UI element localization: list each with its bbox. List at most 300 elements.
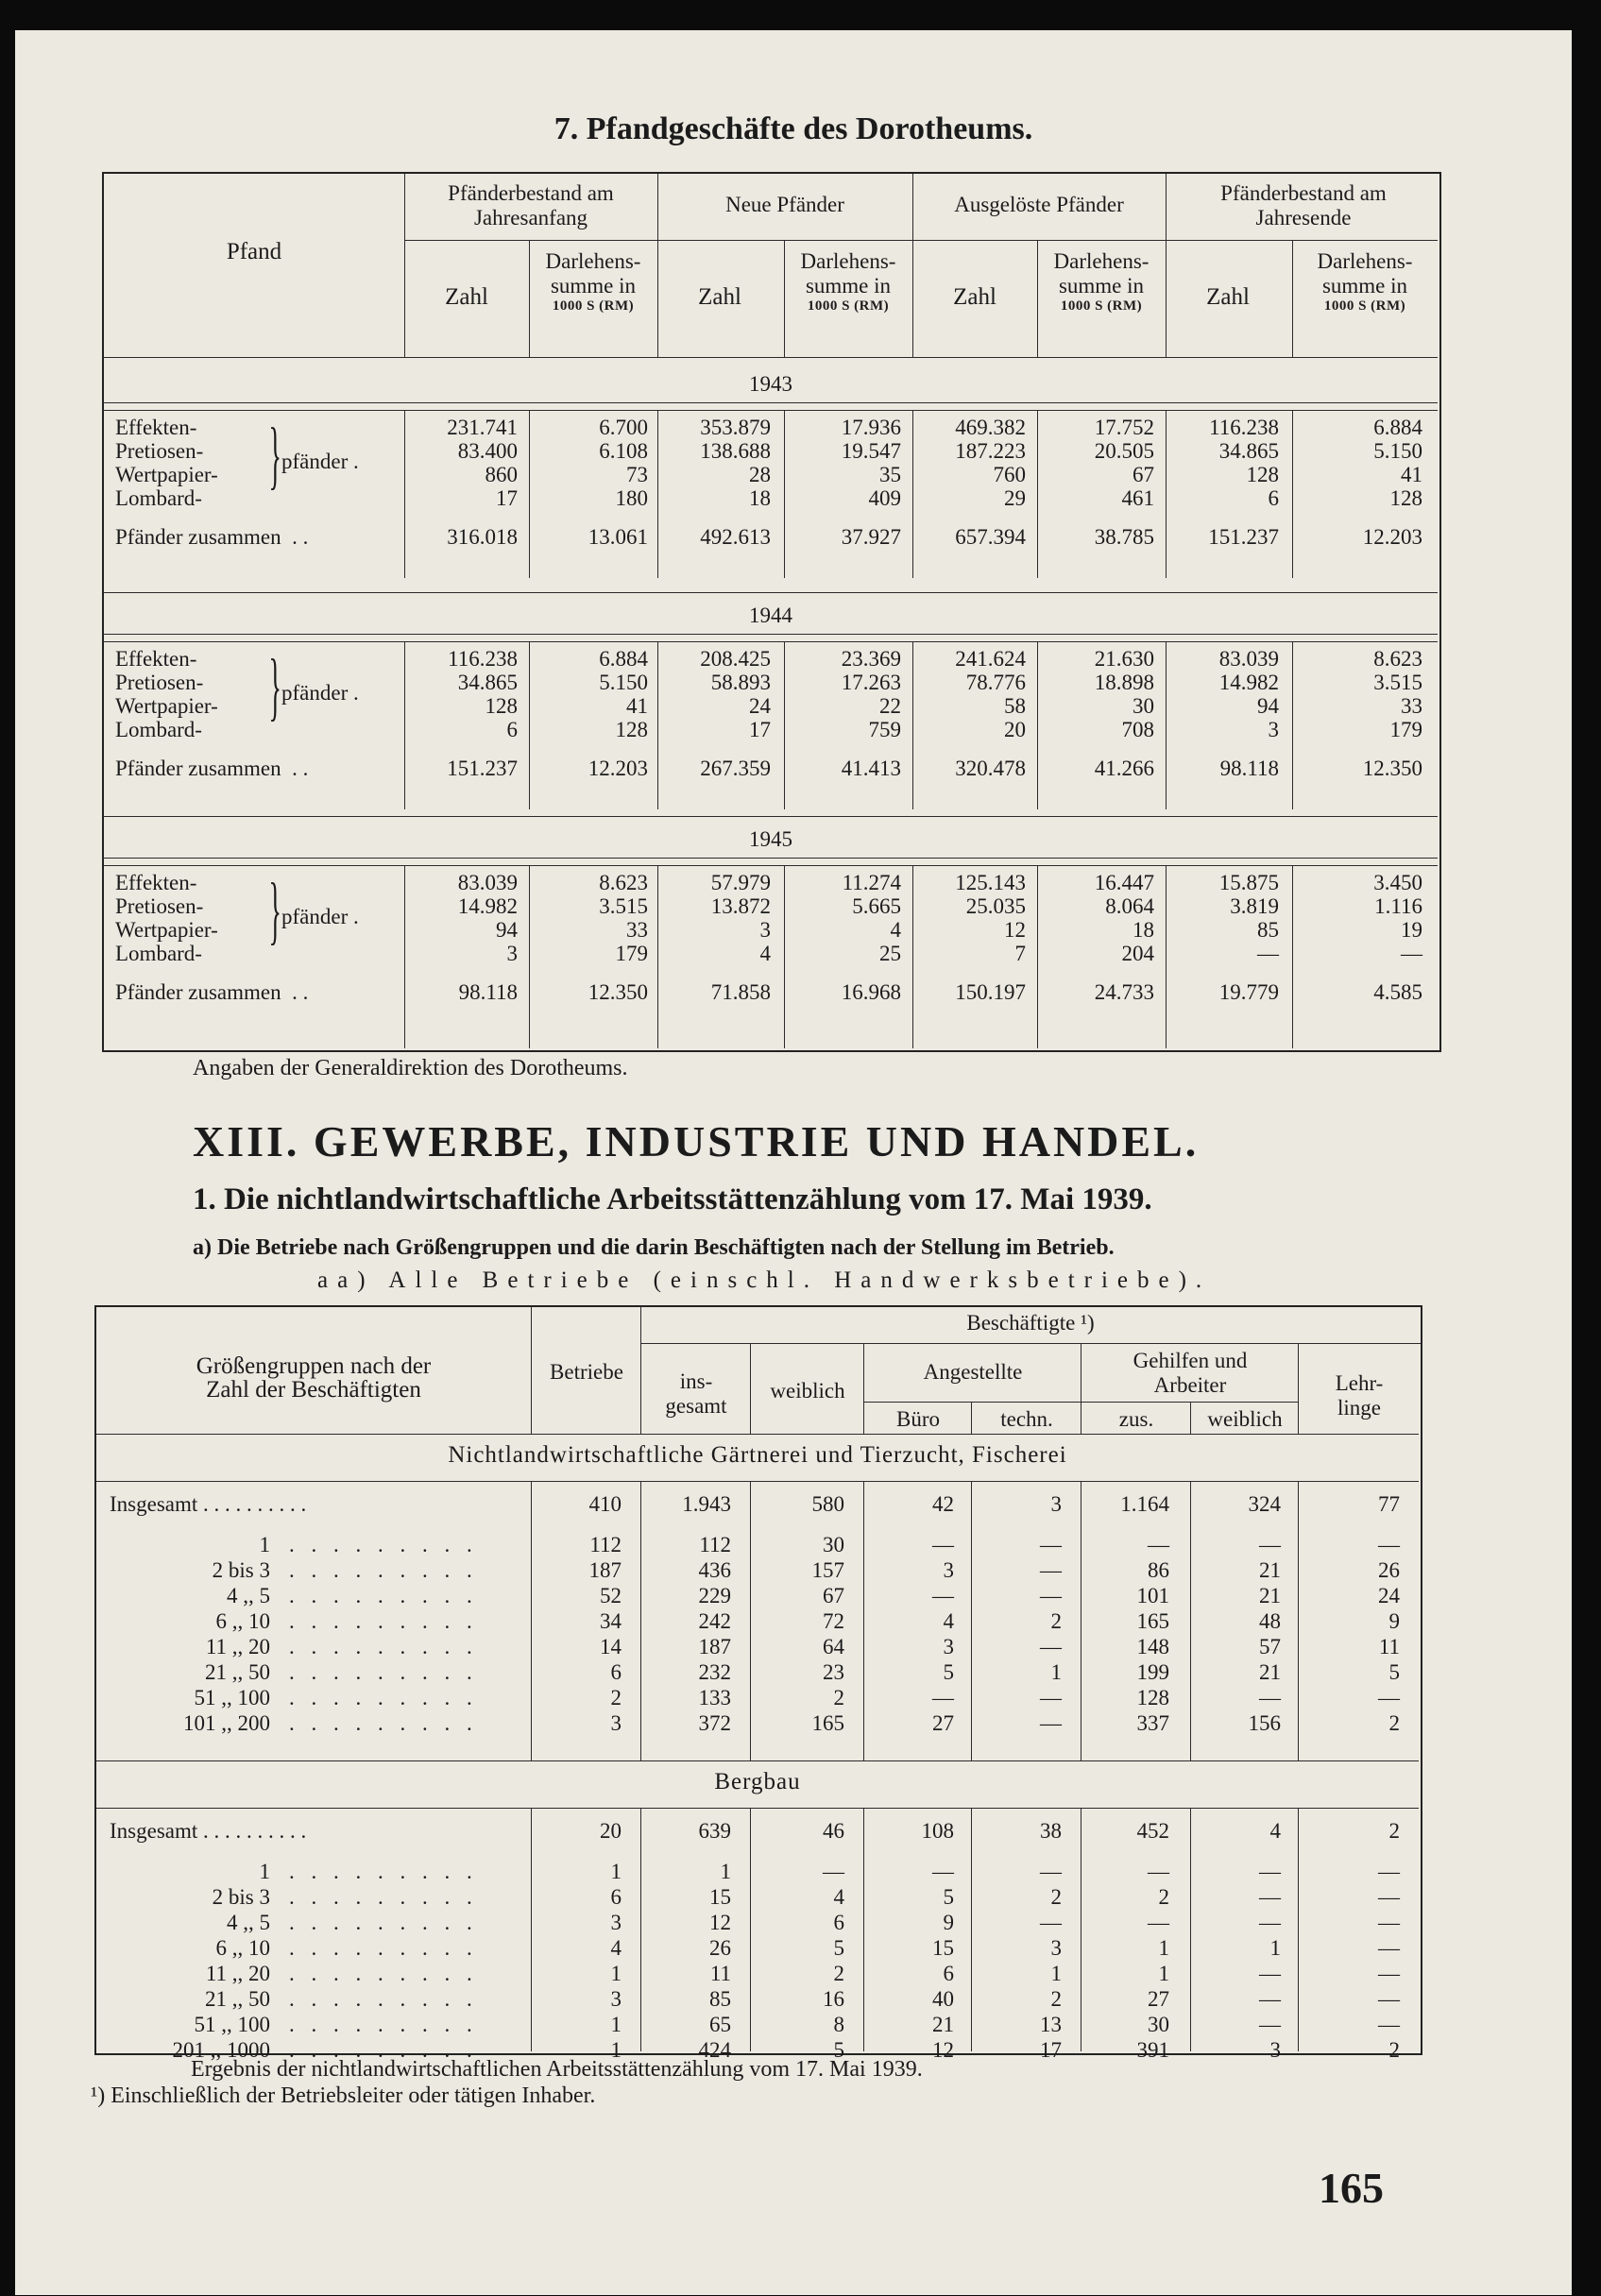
table-cell: 2 — [833, 1962, 844, 1985]
table-cell: 20 — [1004, 718, 1026, 741]
table-cell: 1.164 — [1120, 1492, 1169, 1516]
table-cell: 4 — [890, 918, 901, 942]
table-cell: 4 — [1269, 1819, 1281, 1843]
header-gehilfen-line1: Gehilfen und — [1133, 1349, 1248, 1372]
header-darlehen-line2: summe in — [805, 274, 892, 298]
header-darlehen — [531, 249, 656, 315]
header-groessen-line1: Größengruppen nach der — [196, 1353, 432, 1379]
total-cell: 71.858 — [710, 980, 771, 1004]
table-cell: 5 — [943, 1660, 954, 1684]
header-group-1: Pfänderbestand am Jahresanfang — [448, 181, 614, 230]
table-cell: 78.776 — [965, 671, 1026, 694]
row-label: 11 ,, 20 — [205, 1962, 270, 1985]
table-cell: 26 — [709, 1936, 731, 1960]
table-cell: 35 — [879, 463, 901, 486]
table-cell: 128 — [1389, 486, 1422, 510]
table-cell: 125.143 — [955, 871, 1026, 894]
table-cell: 5 — [833, 1936, 844, 1960]
header-darlehen — [1039, 249, 1164, 315]
total-cell: 316.018 — [447, 525, 518, 549]
table-cell: 128 — [1136, 1686, 1169, 1709]
row-dots: . . . . . . . . . — [289, 1558, 478, 1582]
section-sub-a: a) Die Betriebe nach Größengruppen und die darin Beschäftigten nach der Stellung im Betrieb. — [193, 1235, 1115, 1260]
table-cell: 57 — [1259, 1635, 1281, 1658]
table-cell: 580 — [811, 1492, 844, 1516]
table-cell: 4 — [610, 1936, 622, 1960]
row-label: Effekten- — [115, 416, 197, 439]
total-cell: 37.927 — [841, 525, 901, 549]
table-cell: 21 — [1259, 1558, 1281, 1582]
table-cell: 67 — [1133, 463, 1154, 486]
column-rule — [1298, 1808, 1299, 2051]
table-cell: 156 — [1248, 1711, 1281, 1735]
table-cell: 12 — [932, 2038, 954, 2062]
table-cell: 2 — [1158, 1885, 1169, 1909]
table-cell: 165 — [1136, 1609, 1169, 1633]
pfand-source-note: Angaben der Generaldirektion des Dorotheums. — [193, 1056, 628, 1080]
table-cell: 17.263 — [841, 671, 901, 694]
table-cell: — — [1040, 1860, 1062, 1883]
table-cell: 13 — [1040, 2013, 1062, 2036]
table-cell: 3 — [759, 918, 771, 942]
total-cell: 151.237 — [1208, 525, 1279, 549]
row-label: Effekten- — [115, 647, 197, 671]
table-cell: 28 — [749, 463, 771, 486]
row-dots: . . . . . . . . . — [289, 1962, 478, 1985]
row-label: 51 ,, 100 — [194, 2013, 270, 2036]
header-zahl: Zahl — [953, 284, 996, 310]
table-cell: 3 — [506, 942, 518, 965]
year-rule — [104, 865, 1438, 866]
year-rule — [104, 634, 1438, 635]
table-cell: — — [1259, 1987, 1281, 2011]
table-cell: 3 — [610, 1911, 622, 1934]
group-rule — [96, 1808, 1419, 1809]
row-dots: . . . . . . . . . — [289, 1860, 478, 1883]
row-label: 2 bis 3 — [212, 1558, 270, 1582]
table-cell: 41 — [1401, 463, 1422, 486]
table-cell: — — [1148, 1533, 1169, 1556]
table-cell: 33 — [626, 918, 648, 942]
row-label: Lombard- — [115, 718, 202, 741]
table-cell: 2 — [1050, 1609, 1062, 1633]
table-cell: 57.979 — [710, 871, 771, 894]
total-cell: 492.613 — [700, 525, 771, 549]
table-cell: 1 — [1050, 1660, 1062, 1684]
row-suffix: pfänder . — [281, 450, 359, 473]
header-zus: zus. — [1118, 1407, 1154, 1431]
column-rule — [529, 641, 530, 809]
table-cell: 6 — [506, 718, 518, 741]
table-cell: 708 — [1121, 718, 1154, 741]
document-page — [15, 30, 1572, 2295]
total-cell: 267.359 — [700, 757, 771, 780]
table-cell: 3 — [943, 1635, 954, 1658]
table-cell: — — [1040, 1686, 1062, 1709]
table-cell: 65 — [709, 2013, 731, 2036]
header-techn: techn. — [1000, 1407, 1053, 1431]
column-rule — [1037, 641, 1038, 809]
table-cell: 180 — [615, 486, 648, 510]
table-cell: — — [1259, 1686, 1281, 1709]
table-cell: 27 — [932, 1711, 954, 1735]
table-cell: — — [823, 1860, 844, 1883]
header-ins-line1: ins- — [679, 1369, 713, 1393]
year-separator — [104, 592, 1438, 593]
table-cell: 3 — [1268, 718, 1279, 741]
table-cell: 86 — [1148, 1558, 1169, 1582]
header-group-4: Pfänderbestand am Jahresende — [1220, 181, 1387, 230]
row-dots: . . . . . . . . . — [289, 1711, 478, 1735]
table-cell: 1 — [1269, 1936, 1281, 1960]
section-heading: XIII. GEWERBE, INDUSTRIE UND HANDEL. — [193, 1117, 1200, 1165]
header-weiblich2: weiblich — [1207, 1407, 1283, 1431]
footnote-einschliesslich: ¹) Einschließlich der Betriebsleiter oder tätigen Inhaber. — [91, 2083, 596, 2108]
table-cell: — — [1259, 1860, 1281, 1883]
table-cell: 12 — [709, 1911, 731, 1934]
table-cell: 26 — [1378, 1558, 1400, 1582]
table-cell: 6.108 — [599, 439, 648, 463]
table-cell: 179 — [1389, 718, 1422, 741]
row-label: Lombard- — [115, 942, 202, 965]
table-cell: 29 — [1004, 486, 1026, 510]
total-cell: 657.394 — [955, 525, 1026, 549]
table-cell: 20 — [600, 1819, 622, 1843]
table-cell: — — [1257, 942, 1279, 965]
total-cell: 12.203 — [1362, 525, 1422, 549]
table-cell: 1.116 — [1374, 894, 1422, 918]
header-zahl: Zahl — [1206, 284, 1250, 310]
table-cell: 18.898 — [1094, 671, 1154, 694]
table-cell: 3 — [1050, 1492, 1062, 1516]
table-cell: — — [1378, 1962, 1400, 1985]
row-label: 21 ,, 50 — [205, 1987, 270, 2011]
row-dots: . . . . . . . . . — [289, 1635, 478, 1658]
total-label: Pfänder zusammen . . — [115, 525, 309, 549]
column-rule — [1292, 641, 1293, 809]
table-cell: 20.505 — [1094, 439, 1154, 463]
table-cell: 860 — [485, 463, 518, 486]
table-cell: 461 — [1121, 486, 1154, 510]
table-cell: 5 — [1388, 1660, 1400, 1684]
table-cell: — — [1378, 2013, 1400, 2036]
row-label: Wertpapier- — [115, 463, 218, 486]
row-label: Pretiosen- — [115, 894, 204, 918]
row-label: 1 — [259, 1860, 270, 1883]
row-label: 1 — [259, 1533, 270, 1556]
year-rule — [104, 641, 1438, 642]
table-cell: 18 — [1133, 918, 1154, 942]
table-cell: 14 — [600, 1635, 622, 1658]
table-cell: 6 — [1268, 486, 1279, 510]
page-number: 165 — [1319, 2164, 1384, 2212]
table-cell: 18 — [749, 486, 771, 510]
total-cell: 4.585 — [1373, 980, 1422, 1004]
table-cell: 1 — [1050, 1962, 1062, 1985]
table-cell: 34 — [600, 1609, 622, 1633]
header-darlehen-line1: Darlehens- — [545, 249, 641, 273]
table-cell: 2 — [1050, 1885, 1062, 1909]
total-cell: 13.061 — [588, 525, 648, 549]
table-cell: 2 — [1388, 1819, 1400, 1843]
row-dots: . . . . . . . . . — [289, 1936, 478, 1960]
table-cell: 6 — [833, 1911, 844, 1934]
table-cell: 3.515 — [599, 894, 648, 918]
table-cell: 5 — [833, 2038, 844, 2062]
table-cell: — — [1259, 1885, 1281, 1909]
table-cell: 372 — [698, 1711, 731, 1735]
table-cell: 1.943 — [682, 1492, 731, 1516]
table-cell: 337 — [1136, 1711, 1169, 1735]
table-cell: 52 — [600, 1584, 622, 1607]
table-cell: 46 — [823, 1819, 844, 1843]
group-title: Nichtlandwirtschaftliche Gärtnerei und Tierzucht, Fischerei — [448, 1442, 1067, 1468]
table-cell: 760 — [993, 463, 1026, 486]
row-label: 4 ,, 5 — [227, 1911, 270, 1934]
header-lehr-line1: Lehr- — [1335, 1371, 1384, 1395]
table-cell: 1 — [610, 1860, 622, 1883]
table-cell: — — [1378, 1936, 1400, 1960]
table-cell: 14.982 — [457, 894, 518, 918]
table-cell: 6.700 — [599, 416, 648, 439]
table-cell: 324 — [1248, 1492, 1281, 1516]
table-cell: 639 — [698, 1819, 731, 1843]
column-rule — [529, 410, 530, 578]
table-cell: 17 — [1040, 2038, 1062, 2062]
table-cell: 128 — [485, 694, 518, 718]
table-cell: 1 — [720, 1860, 731, 1883]
column-rule — [1292, 865, 1293, 1048]
table-cell: 112 — [589, 1533, 622, 1556]
table-cell: 16.447 — [1094, 871, 1154, 894]
table-cell: 15.875 — [1218, 871, 1279, 894]
header-darlehen-line2: summe in — [1321, 274, 1408, 298]
header-darlehen — [786, 249, 911, 315]
year-label: 1945 — [749, 827, 792, 851]
table-cell: 4 — [943, 1609, 954, 1633]
table-cell: 77 — [1378, 1492, 1400, 1516]
table-cell: 133 — [698, 1686, 731, 1709]
section-sub-aa: aa) Alle Betriebe (einschl. Handwerksbetriebe). — [317, 1267, 1212, 1293]
table-cell: 112 — [699, 1533, 731, 1556]
table-cell: 14.982 — [1218, 671, 1279, 694]
group-separator — [96, 1760, 1419, 1761]
table-cell: 8 — [833, 2013, 844, 2036]
table-cell: — — [932, 1584, 954, 1607]
table-cell: — — [1040, 1533, 1062, 1556]
row-dots: . . . . . . . . . — [289, 1686, 478, 1709]
table-cell: 85 — [709, 1987, 731, 2011]
table-cell: 64 — [823, 1635, 844, 1658]
table-cell: 187.223 — [955, 439, 1026, 463]
row-label: 101 ,, 200 — [183, 1711, 270, 1735]
table-cell: 3 — [943, 1558, 954, 1582]
table-cell: 116.238 — [448, 647, 518, 671]
table-cell: 85 — [1257, 918, 1279, 942]
header-beschaeftigte: Beschäftigte ¹) — [966, 1311, 1095, 1335]
row-label: Pretiosen- — [115, 671, 204, 694]
header-darlehen-unit: 1000 S (RM) — [807, 298, 890, 314]
table-cell: — — [1378, 1911, 1400, 1934]
table-cell: 2 — [833, 1686, 844, 1709]
table-cell: 9 — [943, 1911, 954, 1934]
table-cell: 6.884 — [599, 647, 648, 671]
header-darlehen — [1294, 249, 1436, 315]
table-cell: — — [1259, 1911, 1281, 1934]
table-cell: — — [1378, 1860, 1400, 1883]
table-cell: 452 — [1136, 1819, 1169, 1843]
row-label: 201 ,, 1000 — [172, 2038, 270, 2062]
header-lehrlinge — [1300, 1371, 1419, 1420]
row-label: 4 ,, 5 — [227, 1584, 270, 1607]
table-cell: 3.450 — [1373, 871, 1422, 894]
header-darlehen-unit: 1000 S (RM) — [1060, 298, 1143, 314]
table-cell: 72 — [823, 1609, 844, 1633]
column-rule — [784, 641, 785, 809]
table-cell: 94 — [496, 918, 518, 942]
row-label: Wertpapier- — [115, 694, 218, 718]
table-cell: 229 — [698, 1584, 731, 1607]
table-cell: 3 — [610, 1711, 622, 1735]
table-cell: 22 — [879, 694, 901, 718]
row-label: Lombard- — [115, 486, 202, 510]
table-cell: 187 — [698, 1635, 731, 1658]
year-label: 1943 — [749, 372, 792, 396]
table-cell: 21 — [1259, 1660, 1281, 1684]
footnote-ergebnis: Ergebnis der nichtlandwirtschaftlichen Arbeitsstättenzählung vom 17. Mai 1939. — [191, 2057, 923, 2082]
table-cell: 409 — [868, 486, 901, 510]
table-cell: 11.274 — [842, 871, 901, 894]
table-cell: 7 — [1014, 942, 1026, 965]
header-zahl: Zahl — [445, 284, 488, 310]
table-cell: 199 — [1136, 1660, 1169, 1684]
table-cell: 424 — [698, 2038, 731, 2062]
table-cell: — — [1040, 1711, 1062, 1735]
table-cell: 17 — [496, 486, 518, 510]
table-cell: 187 — [588, 1558, 622, 1582]
year-rule — [104, 402, 1438, 403]
table-cell: 19.547 — [841, 439, 901, 463]
table-cell: 34.865 — [457, 671, 518, 694]
header-buero: Büro — [896, 1407, 940, 1431]
table-cell: — — [1378, 1987, 1400, 2011]
table-cell: — — [932, 1533, 954, 1556]
table-cell: 58 — [1004, 694, 1026, 718]
year-rule — [104, 858, 1438, 859]
table-cell: 3.819 — [1230, 894, 1279, 918]
row-label: Wertpapier- — [115, 918, 218, 942]
total-cell: 98.118 — [1219, 757, 1279, 780]
row-label: 11 ,, 20 — [205, 1635, 270, 1658]
table-cell: 15 — [932, 1936, 954, 1960]
table-cell: 128 — [615, 718, 648, 741]
table-cell: 1 — [610, 2038, 622, 2062]
column-rule — [1298, 1481, 1299, 1760]
table-cell: 11 — [1378, 1635, 1400, 1658]
group-title: Bergbau — [714, 1769, 801, 1794]
table-cell: 83.400 — [457, 439, 518, 463]
row-dots: . . . . . . . . . — [289, 1987, 478, 2011]
table-cell: 232 — [698, 1660, 731, 1684]
header-groessen-line2: Zahl der Beschäftigten — [206, 1377, 421, 1403]
table-cell: 231.741 — [447, 416, 518, 439]
total-cell: 12.350 — [1362, 757, 1422, 780]
table-cell: 5.665 — [852, 894, 901, 918]
table-cell: 3 — [1269, 2038, 1281, 2062]
table-cell: 6 — [610, 1660, 622, 1684]
header-darlehen-line1: Darlehens- — [1317, 249, 1413, 273]
table-cell: 157 — [811, 1558, 844, 1582]
table-cell: — — [1040, 1911, 1062, 1934]
table-cell: 2 — [1388, 1711, 1400, 1735]
table-cell: 58.893 — [710, 671, 771, 694]
table-cell: 83.039 — [457, 871, 518, 894]
table-cell: 8.623 — [1373, 647, 1422, 671]
total-cell: 151.237 — [447, 757, 518, 780]
table-cell: 94 — [1257, 694, 1279, 718]
table-cell: — — [1148, 1911, 1169, 1934]
table-cell: — — [1378, 1885, 1400, 1909]
row-suffix: pfänder . — [281, 681, 359, 705]
table-cell: 6 — [610, 1885, 622, 1909]
header-darlehen-unit: 1000 S (RM) — [1323, 298, 1406, 314]
table-cell: 21.630 — [1094, 647, 1154, 671]
table-cell: 5.150 — [1373, 439, 1422, 463]
table-cell: 12 — [1004, 918, 1026, 942]
column-rule — [1037, 865, 1038, 1048]
table-cell: 15 — [709, 1885, 731, 1909]
table-cell: 11 — [709, 1962, 731, 1985]
total-label: Pfänder zusammen . . — [115, 980, 309, 1004]
table-cell: 41 — [626, 694, 648, 718]
table-cell: 469.382 — [955, 416, 1026, 439]
row-label: Insgesamt . . . . . . . . . . — [110, 1819, 307, 1843]
table-cell: 3.515 — [1373, 671, 1422, 694]
row-dots: . . . . . . . . . — [289, 1660, 478, 1684]
column-rule — [529, 865, 530, 1048]
header-insgesamt — [642, 1369, 750, 1419]
row-label: Effekten- — [115, 871, 197, 894]
table-cell: 1 — [1158, 1936, 1169, 1960]
section-subheading: 1. Die nichtlandwirtschaftliche Arbeitsstättenzählung vom 17. Mai 1939. — [193, 1182, 1152, 1216]
table-cell: 1 — [610, 1962, 622, 1985]
header-darlehen-line1: Darlehens- — [1053, 249, 1150, 273]
table-cell: 30 — [1148, 2013, 1169, 2036]
table-cell: 23.369 — [841, 647, 901, 671]
table-cell: — — [1378, 1686, 1400, 1709]
table-cell: 436 — [698, 1558, 731, 1582]
table-cell: — — [1259, 1533, 1281, 1556]
table-cell: 21 — [932, 2013, 954, 2036]
table-cell: 16 — [823, 1987, 844, 2011]
table-cell: 9 — [1388, 1609, 1400, 1633]
header-angestellte: Angestellte — [923, 1360, 1023, 1384]
total-cell: 38.785 — [1094, 525, 1154, 549]
row-label: Pretiosen- — [115, 439, 204, 463]
total-cell: 12.203 — [588, 757, 648, 780]
header-groessen — [98, 1354, 529, 1402]
table-cell: 179 — [615, 942, 648, 965]
row-label: Insgesamt . . . . . . . . . . — [110, 1492, 307, 1516]
table-cell: 5.150 — [599, 671, 648, 694]
table-cell: — — [1040, 1584, 1062, 1607]
table-cell: — — [932, 1686, 954, 1709]
total-cell: 320.478 — [955, 757, 1026, 780]
table-cell: 8.064 — [1105, 894, 1154, 918]
row-label: 6 ,, 10 — [215, 1936, 270, 1960]
table-cell: 42 — [932, 1492, 954, 1516]
total-cell: 41.266 — [1094, 757, 1154, 780]
